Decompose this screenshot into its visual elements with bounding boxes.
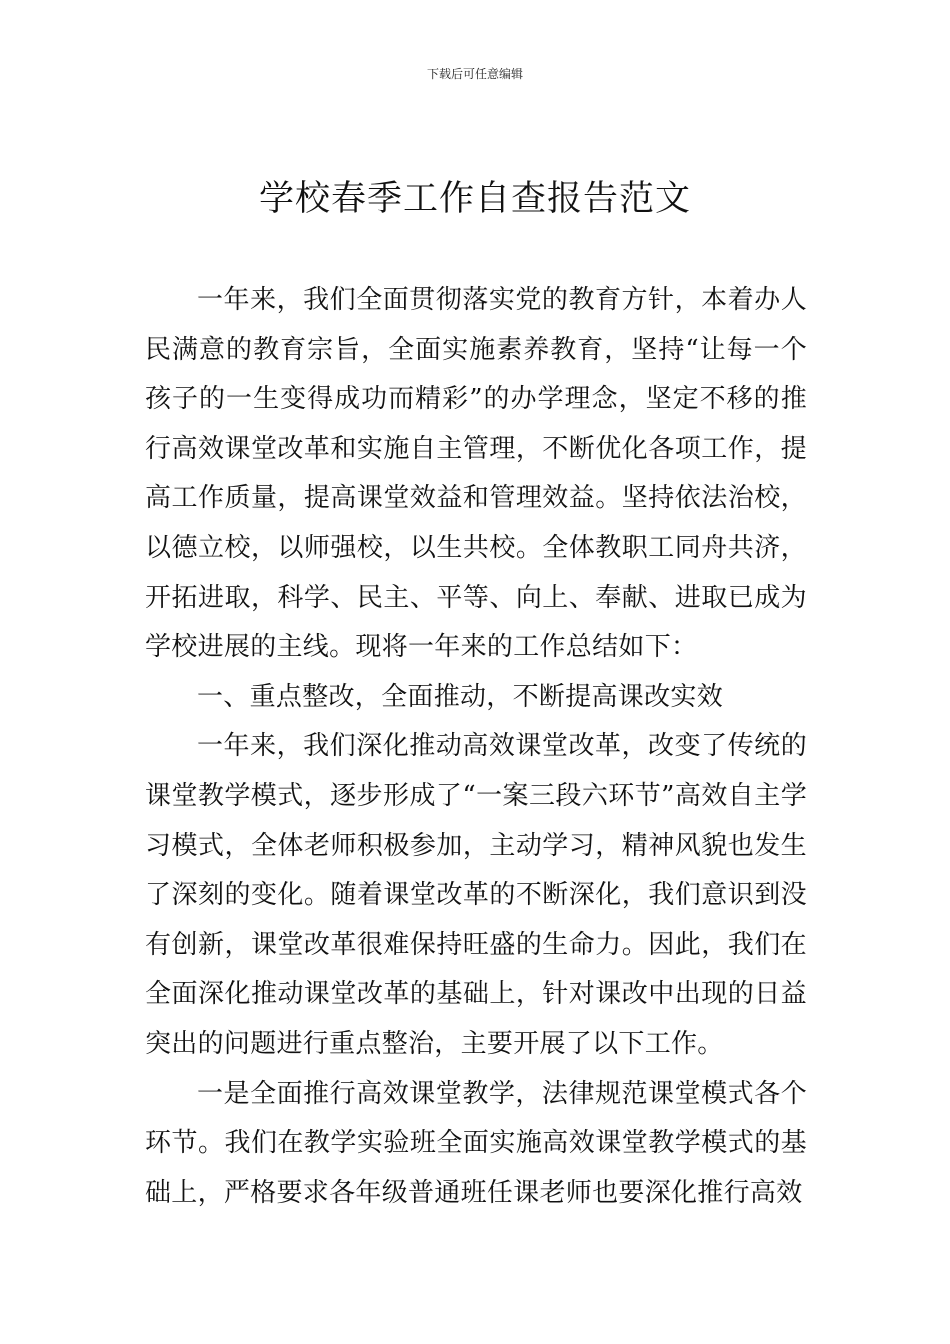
paragraph-point-1: 一是全面推行高效课堂教学，法律规范课堂模式各个环节。我们在教学实验班全面实施高效课堂教学模式的基础上，严格要求各年级普通班任课老师也要深化推行高效: [145, 1078, 807, 1208]
header-note: 下载后可任意编辑: [426, 67, 523, 81]
paragraph-section-1: 一年来，我们深化推动高效课堂改革，改变了传统的课堂教学模式，逐步形成了“一案三段六环节”高效自主学习模式，全体老师积极参加，主动学习，精神风貌也发生了深刻的变化。随着课堂改革的不断深化，我们意识到没有创新，课堂改革很难保持旺盛的生命力。因此，我们在全面深化推动课堂改革的基础上，针对课改中出现的日益突出的问题进行重点整治，主要开展了以下工作。: [145, 731, 807, 1059]
paragraph-intro: 一年来，我们全面贯彻落实党的教育方针，本着办人民满意的教育宗旨，全面实施素养教育，坚持“让每一个孩子的一生变得成功而精彩”的办学理念，坚定不移的推行高效课堂改革和实施自主管理，不断优化各项工作，提高工作质量，提高课堂效益和管理效益。坚持依法治校，以德立校，以师强校，以生共校。全体教职工同舟共济，开拓进取，科学、民主、平等、向上、奉献、进取已成为学校进展的主线。现将一年来的工作总结如下：: [145, 285, 807, 663]
document-body: [145, 276, 807, 1218]
document-title: 学校春季工作自查报告范文: [258, 179, 691, 219]
section-heading-1: 一、重点整改，全面推动，不断提高课改实效: [197, 681, 724, 712]
